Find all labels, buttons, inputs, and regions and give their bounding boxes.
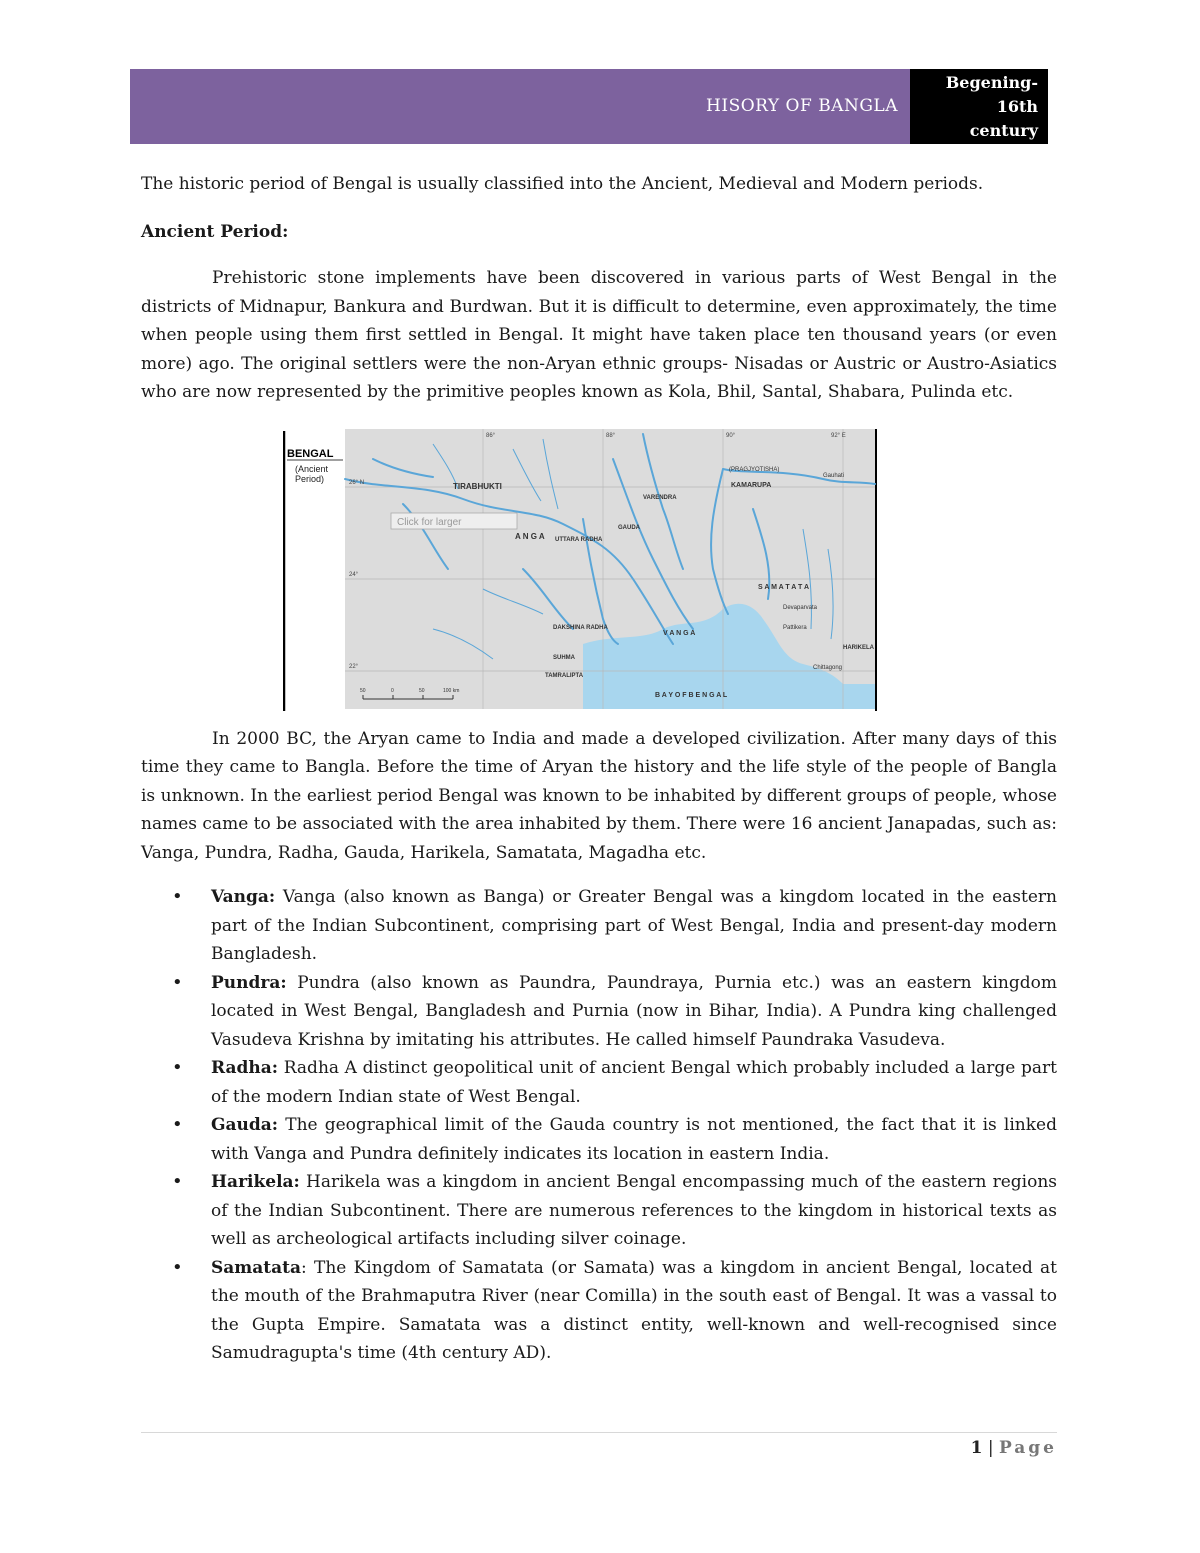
- map-label: (PRAGJYOTISHA): [729, 466, 780, 473]
- list-item: [141, 1168, 1057, 1254]
- list-item-text: Radha A distinct geopolitical unit of ancient Bengal which probably included a large part of the modern Indian state of West Bengal.: [211, 1058, 1057, 1107]
- list-item: [141, 969, 1057, 1055]
- janapada-list: [141, 883, 1057, 1368]
- map-label: SUHMA: [553, 654, 575, 661]
- footer-separator: |: [987, 1438, 994, 1458]
- scale-label: 50: [360, 687, 366, 694]
- list-item: [141, 1111, 1057, 1168]
- map-label: UTTARA RADHA: [555, 536, 603, 543]
- map-label: HARIKELA: [843, 644, 874, 651]
- list-item-term: Vanga:: [211, 887, 276, 907]
- list-item-text: The geographical limit of the Gauda country is not mentioned, the fact that it is linked with Vanga and Pundra definitely indicates its location in eastern India.: [211, 1115, 1057, 1164]
- latitude-label: 26° N: [349, 479, 365, 486]
- scale-label: 100 km: [443, 687, 460, 694]
- map-label: A N G A: [515, 531, 545, 541]
- enlarge-label: Click for larger: [397, 516, 462, 528]
- header-period-line: 16th: [996, 97, 1038, 116]
- map-label: B A Y O F B E N G A L: [655, 691, 728, 699]
- section-heading: Ancient Period:: [141, 221, 289, 242]
- longitude-label: 86°: [486, 432, 496, 439]
- intro-paragraph: The historic period of Bengal is usually classified into the Ancient, Medieval and Modern periods.: [141, 174, 984, 194]
- map-label: Chittagong: [813, 664, 843, 671]
- latitude-label: 22°: [349, 663, 359, 670]
- page-label: Page: [998, 1438, 1057, 1458]
- map-subtitle: (Ancient: [295, 463, 329, 474]
- list-item: [141, 883, 1057, 969]
- list-item-term: Samatata: [211, 1257, 302, 1278]
- longitude-label: 88°: [606, 432, 616, 439]
- map-title: BENGAL: [287, 447, 334, 460]
- latitude-label: 24°: [349, 571, 359, 578]
- header-period-line: Begening-: [945, 73, 1038, 92]
- bullet-icon: •: [172, 1171, 183, 1192]
- page-number: 1: [970, 1438, 983, 1458]
- scale-label: 50: [419, 687, 425, 694]
- longitude-label: 92° E: [831, 432, 846, 439]
- map-label: Gauhati: [823, 472, 845, 479]
- map-label: Devaparvata: [783, 604, 818, 611]
- document-body: [141, 170, 1057, 1368]
- map-subtitle: Period): [295, 473, 325, 484]
- map-label: V A N G A: [663, 629, 696, 637]
- aryan-paragraph: In 2000 BC, the Aryan came to India and made a developed civilization. After many days of this time they came to Bangla. Before the time of Aryan the history and the life style of the people of Bangla is unknown. In the earliest period Bengal was known to be inhabited by different groups of people, whose names came to be associated with the area inhabited by them. There were 16 ancient Janapadas, such as: Vanga, Pundra, Radha, Gauda, Harikela, Samatata, Magadha etc.: [141, 728, 1057, 863]
- list-item: [141, 1054, 1057, 1111]
- longitude-label: 90°: [726, 432, 736, 439]
- prehistoric-paragraph: Prehistoric stone implements have been discovered in various parts of West Bengal in the districts of Midnapur, Bankura and Burdwan. But it is difficult to determine, even approximately, the time when people using them first settled in Bengal. It might have taken place ten thousand years (or even more) ago. The original settlers were the non-Aryan ethnic groups- Nisadas or Austric or Austro-Asiatics who are now represented by the primitive peoples known as Kola, Bhil, Santal, Shabara, Pulinda etc.: [141, 268, 1057, 402]
- bullet-icon: •: [172, 1057, 183, 1078]
- bullet-icon: •: [172, 971, 183, 993]
- bullet-icon: •: [172, 1256, 183, 1278]
- list-item-text: Pundra (also known as Paundra, Paundraya, Purnia etc.) was an eastern kingdom located in West Bengal, Bangladesh and Purnia (now in Bihar, India). A Pundra king challenged Vasudeva Krishna by imitating his attributes. He called himself Paundraka Vasudeva.: [211, 972, 1057, 1050]
- scale-label: 0: [391, 687, 394, 694]
- footer-divider: [141, 1432, 1057, 1433]
- map-label: DAKSHINA RADHA: [553, 624, 608, 631]
- list-item-text: Harikela was a kingdom in ancient Bengal encompassing much of the eastern regions of the Indian Subcontinent. There are numerous references to the kingdom in historical texts as well as archeological artifacts including silver coinage.: [211, 1172, 1057, 1249]
- list-item-term: Pundra:: [211, 972, 287, 993]
- map-figure: [141, 407, 1057, 725]
- list-item-term: Radha:: [211, 1058, 279, 1078]
- map-label: S A M A T A T A: [758, 583, 810, 591]
- list-item-term: Gauda:: [211, 1115, 279, 1135]
- bullet-icon: •: [172, 1114, 183, 1135]
- map-label: TIRABHUKTI: [453, 481, 502, 491]
- map-label: Pattikera: [783, 624, 807, 631]
- header-band: [130, 69, 910, 144]
- bengal-ancient-map: [283, 429, 879, 711]
- list-item-text: Vanga (also known as Banga) or Greater Bengal was a kingdom located in the eastern part of the Indian Subcontinent, comprising part of West Bengal, India and present-day modern Bangladesh.: [211, 887, 1057, 964]
- map-label: TAMRALIPTA: [545, 672, 584, 679]
- bullet-icon: •: [172, 886, 183, 907]
- map-label: GAUDA: [618, 524, 640, 531]
- map-label: VARENDRA: [643, 494, 677, 501]
- list-item-text: : The Kingdom of Samatata (or Samata) was a kingdom in ancient Bengal, located at the mouth of the Brahmaputra River (near Comilla) in the south east of Bengal. It was a vassal to the Gupta Empire. Samatata was a distinct entity, well-known and well-recognised since Samudragupta's time (4th century AD).: [211, 1257, 1057, 1363]
- header-title: HISORY OF BANGLA: [706, 96, 898, 116]
- map-label: KAMARUPA: [731, 481, 772, 489]
- list-item-term: Harikela:: [211, 1172, 300, 1192]
- page-footer: [971, 1434, 1057, 1462]
- header-period-box: [910, 69, 1048, 144]
- list-item: [141, 1254, 1057, 1368]
- header-period-line: century: [969, 121, 1038, 140]
